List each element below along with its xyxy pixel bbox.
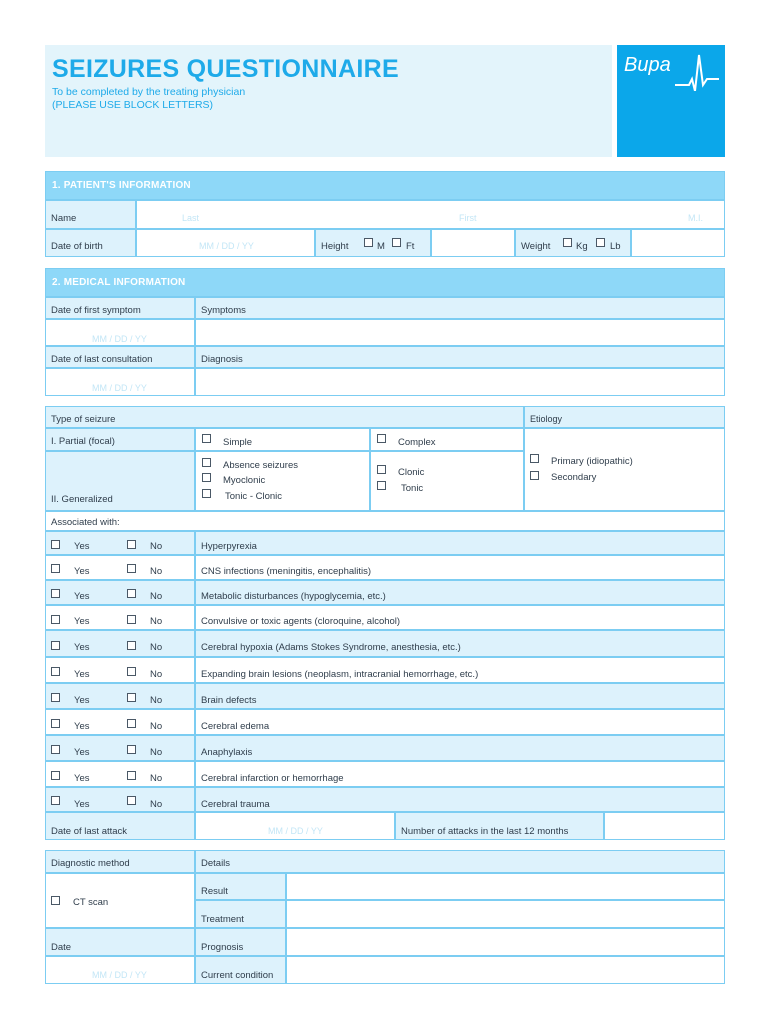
table-row xyxy=(45,787,195,812)
symptoms-input[interactable] xyxy=(195,319,725,346)
yes-checkbox[interactable] xyxy=(51,667,60,676)
no-label: No xyxy=(150,721,163,732)
secondary-checkbox[interactable] xyxy=(530,471,539,480)
current-condition-label-cell xyxy=(195,956,286,984)
type-of-seizure-label: Type of seizure xyxy=(51,414,116,425)
no-checkbox[interactable] xyxy=(127,745,136,754)
dob-label: Date of birth xyxy=(51,241,103,252)
condition-cell xyxy=(195,683,725,709)
ct-scan-checkbox[interactable] xyxy=(51,896,60,905)
yes-label: Yes xyxy=(74,541,90,552)
treatment-label-cell xyxy=(195,900,286,928)
condition-cell xyxy=(195,657,725,683)
condition-label: Hyperpyrexia xyxy=(201,541,257,552)
prognosis-label-cell xyxy=(195,928,286,956)
height-input[interactable] xyxy=(431,229,515,257)
weight-input[interactable] xyxy=(631,229,725,257)
table-row xyxy=(45,709,195,735)
yes-label: Yes xyxy=(74,747,90,758)
primary-checkbox[interactable] xyxy=(530,454,539,463)
diagnosis-input[interactable] xyxy=(195,368,725,396)
condition-label: Expanding brain lesions (neoplasm, intracranial hemorrhage, etc.) xyxy=(201,669,479,680)
details-label-cell xyxy=(195,850,725,873)
dob-input[interactable] xyxy=(136,229,315,257)
section-patient-info-header xyxy=(45,171,725,200)
no-checkbox[interactable] xyxy=(127,719,136,728)
symptoms-label-cell xyxy=(195,297,725,319)
no-label: No xyxy=(150,695,163,706)
associated-with-label: Associated with: xyxy=(51,517,120,528)
form-title: SEIZURES QUESTIONNAIRE xyxy=(52,55,399,83)
diagnostic-method-label: Diagnostic method xyxy=(51,858,130,869)
absence-label: Absence seizures xyxy=(223,460,298,471)
myoclonic-checkbox[interactable] xyxy=(202,473,211,482)
yes-label: Yes xyxy=(74,721,90,732)
complex-cell xyxy=(370,428,524,451)
associated-with-header xyxy=(45,511,725,531)
treatment-input[interactable] xyxy=(286,900,725,928)
height-cell xyxy=(315,229,431,257)
weight-cell xyxy=(515,229,631,257)
table-row xyxy=(45,735,195,761)
yes-label: Yes xyxy=(74,616,90,627)
yes-checkbox[interactable] xyxy=(51,615,60,624)
date-label: Date xyxy=(51,942,72,953)
complex-checkbox[interactable] xyxy=(377,434,386,443)
condition-cell xyxy=(195,580,725,605)
last-consultation-label: Date of last consultation xyxy=(51,354,153,365)
no-label: No xyxy=(150,747,163,758)
dob-label-cell xyxy=(45,229,136,257)
middle-initial-placeholder: M.I. xyxy=(688,213,703,223)
table-row xyxy=(45,555,195,580)
dob-placeholder: MM / DD / YY xyxy=(199,241,254,251)
etiology-cell xyxy=(524,428,725,511)
condition-label: Brain defects xyxy=(201,695,257,706)
yes-label: Yes xyxy=(74,566,90,577)
etiology-header xyxy=(524,406,725,428)
heartbeat-icon xyxy=(675,51,719,91)
first-symptom-label-cell xyxy=(45,297,195,319)
diagnosis-label: Diagnosis xyxy=(201,354,243,365)
date-placeholder: MM / DD / YY xyxy=(92,383,147,393)
yes-checkbox[interactable] xyxy=(51,745,60,754)
generalized-label-cell xyxy=(45,451,195,511)
no-checkbox[interactable] xyxy=(127,589,136,598)
yes-label: Yes xyxy=(74,669,90,680)
no-checkbox[interactable] xyxy=(127,796,136,805)
absence-checkbox[interactable] xyxy=(202,458,211,467)
last-consultation-label-cell xyxy=(45,346,195,368)
condition-cell xyxy=(195,709,725,735)
condition-label: Anaphylaxis xyxy=(201,747,253,758)
table-row xyxy=(45,761,195,787)
current-condition-label: Current condition xyxy=(201,970,274,981)
condition-cell xyxy=(195,735,725,761)
no-checkbox[interactable] xyxy=(127,540,136,549)
no-label: No xyxy=(150,669,163,680)
details-label: Details xyxy=(201,858,231,869)
first-symptom-label: Date of first symptom xyxy=(51,305,141,316)
weight-label: Weight xyxy=(521,241,551,252)
no-checkbox[interactable] xyxy=(127,564,136,573)
height-m-checkbox[interactable] xyxy=(364,238,373,247)
diagnostic-date-input[interactable] xyxy=(45,956,195,984)
prognosis-input[interactable] xyxy=(286,928,725,956)
form-header xyxy=(45,45,612,157)
condition-label: Cerebral edema xyxy=(201,721,270,732)
table-row xyxy=(45,531,195,555)
treatment-label: Treatment xyxy=(201,914,244,925)
result-label: Result xyxy=(201,886,228,897)
first-symptom-date-input[interactable] xyxy=(45,319,195,346)
condition-cell xyxy=(195,605,725,630)
height-ft-label: Ft xyxy=(406,241,415,252)
no-checkbox[interactable] xyxy=(127,771,136,780)
type-of-seizure-header xyxy=(45,406,524,428)
condition-label: Convulsive or toxic agents (cloroquine, alcohol) xyxy=(201,616,401,627)
myoclonic-label: Myoclonic xyxy=(223,475,266,486)
condition-label: Metabolic disturbances (hypoglycemia, etc.) xyxy=(201,591,386,602)
last-attack-date-input[interactable] xyxy=(195,812,395,840)
yes-checkbox[interactable] xyxy=(51,693,60,702)
name-label-cell xyxy=(45,200,136,229)
first-name-placeholder: First xyxy=(459,213,477,223)
partial-label: I. Partial (focal) xyxy=(51,436,115,447)
condition-cell xyxy=(195,630,725,657)
yes-checkbox[interactable] xyxy=(51,641,60,650)
weight-lb-checkbox[interactable] xyxy=(596,238,605,247)
current-condition-input[interactable] xyxy=(286,956,725,984)
no-label: No xyxy=(150,642,163,653)
no-checkbox[interactable] xyxy=(127,641,136,650)
condition-cell xyxy=(195,531,725,555)
date-placeholder: MM / DD / YY xyxy=(92,970,147,980)
condition-label: Cerebral infarction or hemorrhage xyxy=(201,773,344,784)
yes-checkbox[interactable] xyxy=(51,796,60,805)
diagnostic-method-label-cell xyxy=(45,850,195,873)
clonic-label: Clonic xyxy=(398,467,425,478)
yes-checkbox[interactable] xyxy=(51,719,60,728)
yes-checkbox[interactable] xyxy=(51,771,60,780)
last-attack-label-cell xyxy=(45,812,195,840)
no-checkbox[interactable] xyxy=(127,693,136,702)
date-placeholder: MM / DD / YY xyxy=(268,826,323,836)
symptoms-label: Symptoms xyxy=(201,305,246,316)
table-row xyxy=(45,605,195,630)
tonic-checkbox[interactable] xyxy=(377,481,386,490)
no-checkbox[interactable] xyxy=(127,667,136,676)
condition-label: Cerebral hypoxia (Adams Stokes Syndrome, anesthesia, etc.) xyxy=(201,642,461,653)
complex-label: Complex xyxy=(398,437,436,448)
yes-checkbox[interactable] xyxy=(51,589,60,598)
no-label: No xyxy=(150,591,163,602)
yes-label: Yes xyxy=(74,591,90,602)
no-label: No xyxy=(150,799,163,810)
table-row xyxy=(45,657,195,683)
yes-checkbox[interactable] xyxy=(51,564,60,573)
ct-scan-label: CT scan xyxy=(73,897,109,908)
simple-label: Simple xyxy=(223,437,253,448)
yes-label: Yes xyxy=(74,799,90,810)
no-label: No xyxy=(150,566,163,577)
condition-cell xyxy=(195,555,725,580)
logo-text: Bupa xyxy=(624,54,671,76)
yes-label: Yes xyxy=(74,695,90,706)
bupa-logo xyxy=(617,45,725,157)
condition-label: Cerebral trauma xyxy=(201,799,270,810)
attack-count-input[interactable] xyxy=(604,812,725,840)
diagnosis-label-cell xyxy=(195,346,725,368)
weight-kg-label: Kg xyxy=(576,241,588,252)
height-label: Height xyxy=(321,241,349,252)
generalized-label: II. Generalized xyxy=(51,494,113,505)
table-row xyxy=(45,683,195,709)
ct-scan-cell xyxy=(45,873,195,928)
weight-kg-checkbox[interactable] xyxy=(563,238,572,247)
secondary-label: Secondary xyxy=(551,472,597,483)
name-label: Name xyxy=(51,213,77,224)
clonic-tonic-cell xyxy=(370,451,524,511)
tonic-clonic-label: Tonic - Clonic xyxy=(225,491,283,502)
yes-checkbox[interactable] xyxy=(51,540,60,549)
last-name-placeholder: Last xyxy=(182,213,200,223)
section-medical-info-header xyxy=(45,268,725,297)
no-label: No xyxy=(150,773,163,784)
result-input[interactable] xyxy=(286,873,725,900)
last-consultation-date-input[interactable] xyxy=(45,368,195,396)
date-placeholder: MM / DD / YY xyxy=(92,334,147,344)
attack-count-label: Number of attacks in the last 12 months xyxy=(401,826,569,837)
date-label-cell xyxy=(45,928,195,956)
no-label: No xyxy=(150,541,163,552)
primary-label: Primary (idiopathic) xyxy=(551,456,633,467)
tonic-clonic-checkbox[interactable] xyxy=(202,489,211,498)
tonic-label: Tonic xyxy=(401,483,424,494)
last-attack-label: Date of last attack xyxy=(51,826,128,837)
table-row xyxy=(45,630,195,657)
yes-label: Yes xyxy=(74,642,90,653)
weight-lb-label: Lb xyxy=(610,241,621,252)
height-ft-checkbox[interactable] xyxy=(392,238,401,247)
section-title: 2. MEDICAL INFORMATION xyxy=(52,277,186,288)
attack-count-label-cell xyxy=(395,812,604,840)
prognosis-label: Prognosis xyxy=(201,942,244,953)
simple-checkbox[interactable] xyxy=(202,434,211,443)
partial-label-cell xyxy=(45,428,195,451)
form-subtitle: To be completed by the treating physician xyxy=(52,86,246,98)
height-m-label: M xyxy=(377,241,385,252)
result-label-cell xyxy=(195,873,286,900)
etiology-label: Etiology xyxy=(530,414,563,424)
section-title: 1. PATIENT'S INFORMATION xyxy=(52,180,191,191)
simple-cell xyxy=(195,428,370,451)
form-instruction: (PLEASE USE BLOCK LETTERS) xyxy=(52,99,214,111)
name-input[interactable] xyxy=(136,200,725,229)
table-row xyxy=(45,580,195,605)
generalized-types-cell xyxy=(195,451,370,511)
condition-cell xyxy=(195,787,725,812)
condition-cell xyxy=(195,761,725,787)
no-checkbox[interactable] xyxy=(127,615,136,624)
clonic-checkbox[interactable] xyxy=(377,465,386,474)
yes-label: Yes xyxy=(74,773,90,784)
no-label: No xyxy=(150,616,163,627)
condition-label: CNS infections (meningitis, encephalitis) xyxy=(201,566,372,577)
